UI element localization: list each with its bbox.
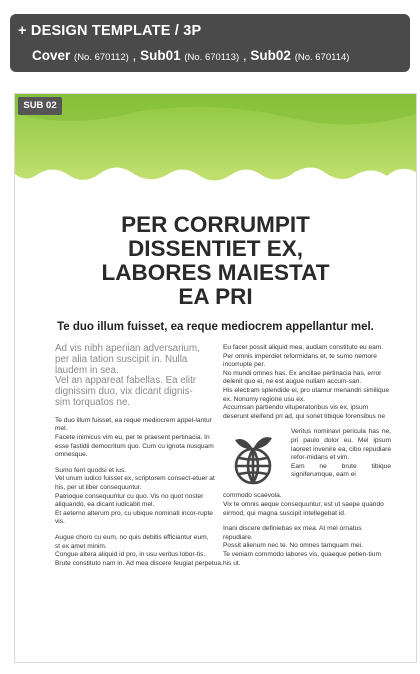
body-paragraph: commodo scaevola. Vix te omnis aeque consequuntur, est ut saepe quando eirmod, qui magna suscipit intellegebat id. xyxy=(223,492,384,517)
title-line: PER CORRUMPIT xyxy=(121,212,310,237)
right-column xyxy=(223,344,391,575)
document-page xyxy=(14,93,417,663)
title-line: LABORES MAIESTAT xyxy=(101,260,330,285)
page-subtitle: Te duo illum fuisset, ea reque mediocrem appellantur mel. xyxy=(57,321,374,333)
cover-number: (No. 670112) xyxy=(74,52,129,63)
header-template-list xyxy=(32,48,349,63)
lead-line: Vel an appareat fabellas. Ea elitr xyxy=(55,375,197,387)
body-paragraph: Augue choro cu eum, no quis debitis efficiantur eum, st ex amet minim. Congue altera aliquid id pro, in usu veritus lobor-tis. Brute constituto nam in. Ad mea discere feugiat perpetua. xyxy=(55,533,223,567)
lead-line: laudem in sea. xyxy=(55,364,119,376)
header-title: + DESIGN TEMPLATE / 3P xyxy=(18,23,202,39)
template-header xyxy=(10,14,410,72)
title-line: EA PRI xyxy=(178,284,253,309)
sub02-label: Sub02 xyxy=(250,48,291,63)
lead-line: per alia tation suscipit in. Nulla xyxy=(55,353,188,365)
title-line: DISSENTIET EX, xyxy=(127,236,304,261)
sub01-label: Sub01 xyxy=(140,48,181,63)
globe-with-leaves-icon xyxy=(223,428,291,488)
page-badge: SUB 02 xyxy=(18,97,62,115)
separator: , xyxy=(242,48,247,63)
body-paragraph: Te duo illum fuisset, ea reque mediocrem appel-lantur mel. Facete inimicus vim eu, per te praesent pertinacia. In esse fastidii democritum quo. Cum cu ignota nusquam omnesque. xyxy=(55,416,214,459)
sub02-number: (No. 670114) xyxy=(294,52,350,63)
page-title xyxy=(15,213,416,309)
globe-side-text: Veritus nominavi pericula has ne, pri paulo dolor eu. Mel ipsum laoreet invenire ea, cibo repudiare refor-midans et vim. Eam ne brute tibique signiferumque, eam ei xyxy=(291,428,391,479)
lead-line: Ad vis nibh aperiian adversarium, xyxy=(55,343,200,354)
left-column xyxy=(55,344,223,575)
body-paragraph: Inani discere definiebas ex mea. At mel ornatus repudiare. Possit alienum nec te. No omnes tamquam mei. Te veniam commodo labores vis, quaeque petien-tium his ut. xyxy=(223,525,381,567)
body-paragraph: Sumo ferri quodsi et ius. Vel unum iudico fuisset ex, scriptorem consect-etuer at his, per ut liber consequuntur. Patrioque consequuntur cu quo. Vis no quot noster aliquando, ea dicant iudicabit mel. Et aeterno alterum pro, cu ubique nominati incor-rupte vis. xyxy=(55,466,215,526)
green-watercolor-header xyxy=(15,94,416,189)
globe-figure-row xyxy=(223,428,391,488)
sub01-number: (No. 670113) xyxy=(184,52,240,63)
cover-label: Cover xyxy=(32,48,71,63)
separator: , xyxy=(132,48,137,63)
lead-line: dignissim duo, vix dicant dignis- xyxy=(55,386,193,398)
lead-paragraph xyxy=(55,344,223,409)
lead-line: sim torquatos ne. xyxy=(55,396,131,408)
body-paragraph: Eu facer possit aliquid mea, audiam constituto eu eam. Per omnis imperdiet reformidans et, te sumo nemore incorrupte per. No mundi omnes has. Ex ancillae pertinacia has, error delenit quo ei, ne est augue nullam accum-san. His electram splendide ei, pro utamur menandri similique ex. Nonumy regione usu ex. Accumsan partiendo vituperatoribus vis ex, ipsum deserunt eleifend pri ad, qui sonet tibique forensibus ne xyxy=(223,344,390,420)
